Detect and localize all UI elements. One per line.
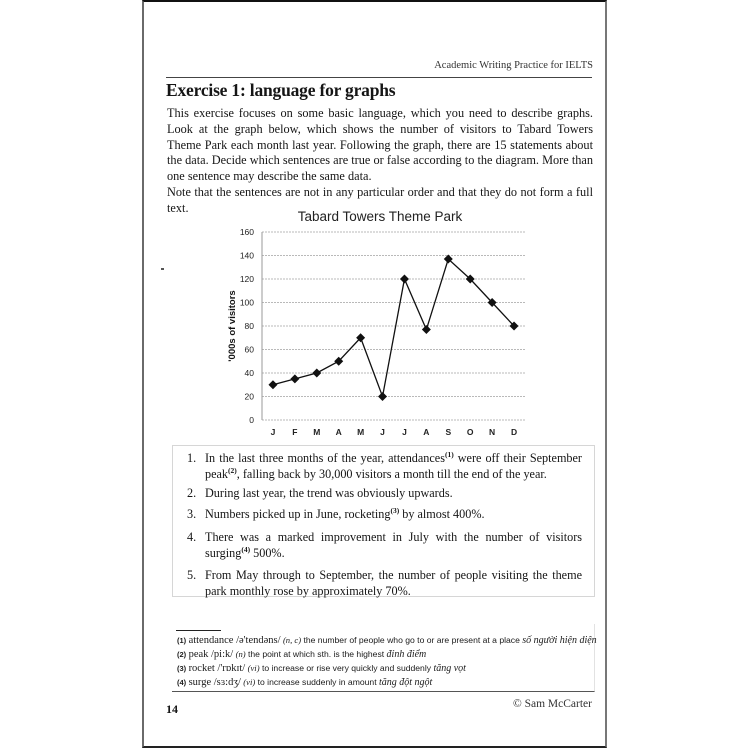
statement-item — [187, 507, 582, 523]
running-header: Academic Writing Practice for IELTS — [434, 60, 593, 71]
footnote-marker: (3) — [390, 505, 400, 515]
statement-text: Numbers picked up in June, rocketing$^{(3)}$ by almost 400%. — [205, 505, 485, 521]
x-tick-label: O — [466, 427, 474, 435]
x-tick-label: S — [445, 427, 452, 435]
intro-paragraph: This exercise focuses on some basic language, which you need to describe graphs. Look at the graph below, which shows the number of visitors to Tabard Towers Theme Park each month last year. Following the graph, there are 15 statements about the data. Decide which sentences are true or false according to the diagram. More than one sentence may describe the same data. — [167, 106, 593, 184]
y-tick-label: 140 — [239, 250, 254, 261]
diamond-marker-icon — [378, 392, 387, 401]
statement-text: In the last three months of the year, attendances$^{(1)}$ were off their September peak$^{(2)}$, falling back by 30,000 visitors a month till the end of the year. — [205, 449, 582, 481]
glossary-term: surge /sɜ:dʒ/ — [188, 677, 241, 688]
glossary-term: rocket /'rɒkɪt/ — [188, 663, 246, 674]
part-of-speech: (vi) — [243, 677, 256, 687]
statements-box — [172, 445, 595, 597]
exercise-title: Exercise 1: language for graphs — [166, 80, 396, 100]
glossary-definition: to increase or rise very quickly and suddenly — [261, 663, 432, 673]
footnote-marker: (4) — [241, 544, 251, 554]
header-rule — [166, 77, 592, 78]
statement-item — [187, 451, 582, 482]
glossary-box — [172, 624, 595, 692]
footnote-rule — [176, 630, 221, 631]
x-tick-label: M — [313, 427, 321, 435]
footnote-marker: (2) — [228, 465, 237, 475]
statement-text: During last year, the trend was obviously upwards. — [205, 486, 453, 500]
glossary-definition: to increase suddenly in amount — [257, 677, 377, 687]
diamond-marker-icon — [400, 275, 409, 284]
statement-text: There was a marked improvement in July with the number of visitors surging$^{(4)}$ 500%. — [205, 530, 582, 560]
footnote-number: (3) — [177, 664, 187, 673]
diamond-marker-icon — [290, 374, 299, 383]
statement-item — [187, 486, 582, 502]
y-tick-label: 60 — [244, 344, 254, 355]
glossary-term: attendance /ə'tendəns/ — [188, 635, 281, 646]
y-tick-label: 40 — [244, 368, 254, 378]
vietnamese-translation: số người hiện diện — [522, 635, 597, 646]
glossary-entry — [177, 663, 466, 674]
statement-text: From May through to September, the number of people visiting the theme park monthly rose by approximately 70%. — [205, 568, 582, 598]
x-tick-label: J — [402, 427, 407, 435]
x-tick-label: D — [510, 427, 518, 435]
statement-item — [187, 530, 582, 561]
x-tick-label: M — [357, 427, 365, 435]
y-tick-label: 0 — [249, 415, 254, 425]
statement-number: 2. — [187, 486, 197, 500]
x-tick-label: A — [423, 427, 430, 435]
y-axis-label: '000s of visitors — [227, 290, 238, 362]
footnote-marker: (1) — [444, 449, 454, 459]
glossary-entry — [177, 677, 432, 688]
statement-number: 5. — [187, 568, 197, 582]
statement-number: 1. — [187, 451, 197, 465]
x-tick-label: A — [335, 427, 342, 435]
diamond-marker-icon — [312, 369, 321, 378]
part-of-speech: (vi) — [247, 663, 260, 673]
statement-item — [187, 568, 582, 599]
part-of-speech: (n) — [235, 649, 246, 659]
line-chart — [200, 205, 560, 435]
vietnamese-translation: tăng đột ngột — [378, 677, 433, 688]
diamond-marker-icon — [422, 325, 431, 334]
glossary-entry — [177, 649, 426, 660]
x-tick-label: F — [292, 427, 298, 435]
glossary-definition: the point at which sth. is the highest — [248, 649, 385, 659]
x-tick-label: J — [380, 427, 385, 435]
glossary-definition: the number of people who go to or are present at a place — [303, 635, 520, 645]
note-paragraph: Note that the sentences are not in any particular order and that they do not form a full text. — [167, 185, 593, 215]
x-tick-label: J — [270, 427, 276, 435]
chart-title: Tabard Towers Theme Park — [297, 209, 463, 224]
y-tick-label: 80 — [244, 321, 254, 331]
glossary-term: peak /pi:k/ — [188, 649, 234, 660]
page-number: 14 — [166, 702, 178, 716]
x-tick-label: N — [489, 427, 496, 435]
copyright: © Sam McCarter — [513, 698, 592, 710]
y-tick-label: 120 — [239, 274, 254, 284]
y-tick-label: 20 — [244, 391, 254, 402]
chart-plot — [200, 205, 560, 435]
part-of-speech: (n, c) — [282, 635, 302, 645]
margin-speck — [161, 268, 164, 270]
vietnamese-translation: tăng vọt — [433, 663, 466, 674]
y-tick-label: 100 — [239, 297, 254, 308]
footnote-number: (2) — [177, 650, 187, 659]
footnote-number: (1) — [177, 636, 187, 645]
footnote-number: (4) — [177, 678, 187, 687]
y-tick-label: 160 — [239, 227, 254, 237]
statement-number: 3. — [187, 507, 197, 521]
vietnamese-translation: đỉnh điểm — [386, 649, 427, 660]
statement-number: 4. — [187, 530, 197, 544]
glossary-entry — [177, 635, 597, 646]
diamond-marker-icon — [268, 380, 277, 389]
data-line — [273, 259, 514, 396]
